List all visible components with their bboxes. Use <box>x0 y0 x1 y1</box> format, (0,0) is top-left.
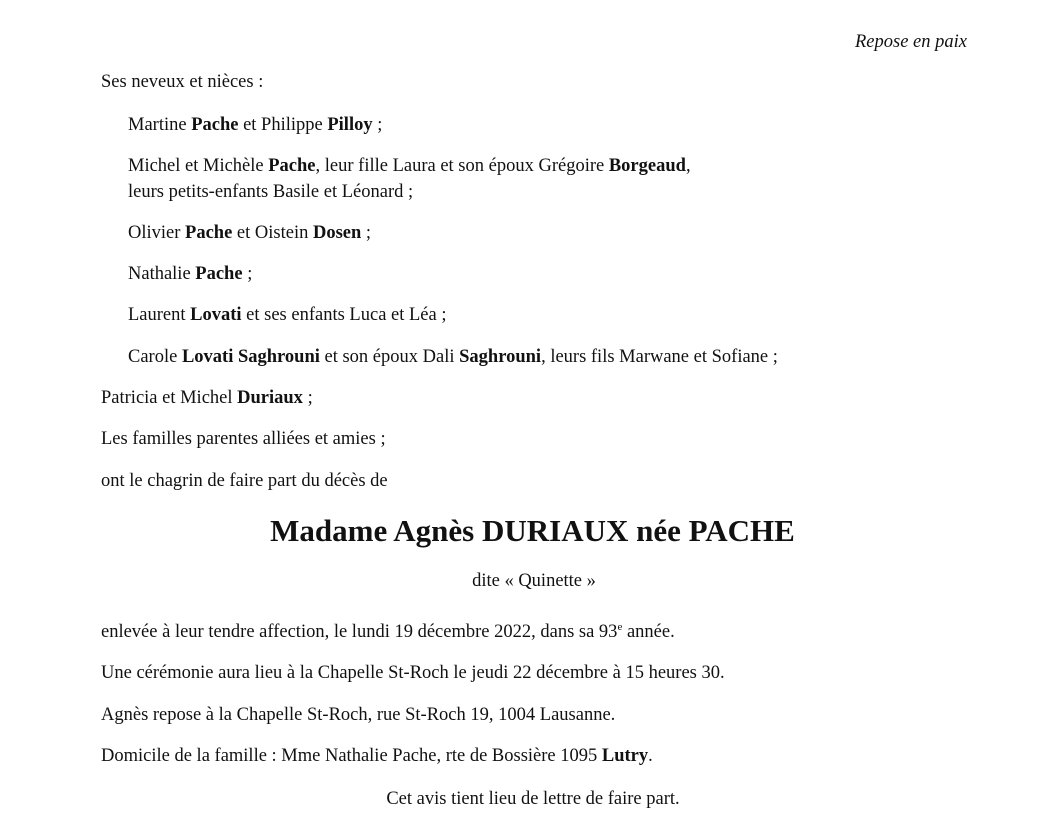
death-text: enlevée à leur tendre affection, le lundi 19 décembre 2022, dans sa 93 <box>101 622 618 642</box>
deceased-nickname: dite « Quinette » <box>472 571 596 591</box>
text-segment: Martine <box>128 115 192 135</box>
family-name: Pilloy <box>327 115 373 135</box>
family-name: Dosen <box>312 223 362 243</box>
family-name: Pache <box>268 156 316 176</box>
domicile-end: . <box>648 746 653 766</box>
text-segment: leurs petits-enfants Basile et Léonard ; <box>128 182 414 202</box>
relative-line <box>128 181 413 203</box>
relative-line <box>128 304 447 326</box>
relative-line <box>128 222 371 244</box>
family-name: Pache <box>185 223 233 243</box>
family-name: Lovati <box>190 305 242 325</box>
family-name: Duriaux <box>237 388 303 408</box>
domicile-address: Domicile de la famille : Mme Nathalie Pache, rte de Bossière 1095 <box>101 746 602 766</box>
text-segment: et son époux Dali <box>319 347 460 367</box>
relative-line <box>128 114 382 136</box>
text-segment: et Philippe <box>238 115 328 135</box>
text-segment: ; <box>302 388 313 408</box>
mourner-line <box>101 428 386 450</box>
domicile-town: Lutry <box>601 746 649 766</box>
text-segment: , leur fille Laura et son époux Grégoire <box>315 156 609 176</box>
text-segment: Olivier <box>128 223 186 243</box>
family-domicile <box>101 745 653 767</box>
relative-line <box>128 155 691 177</box>
family-name: Borgeaud <box>608 156 686 176</box>
ordinal-suffix: e <box>617 620 623 633</box>
text-segment: Nathalie <box>128 264 196 284</box>
motto: Repose en paix <box>855 32 967 52</box>
text-segment: et ses enfants Luca et Léa ; <box>241 305 447 325</box>
text-segment: ont le chagrin de faire part du décès de <box>101 471 388 491</box>
relative-line <box>128 263 252 285</box>
text-segment: Michel et Michèle <box>128 156 269 176</box>
family-name: Pache <box>191 115 239 135</box>
text-segment: Patricia et Michel <box>101 388 238 408</box>
family-name: Pache <box>195 264 243 284</box>
announcement-line <box>101 470 388 492</box>
death-details <box>101 621 675 643</box>
relative-line <box>128 346 778 368</box>
text-segment: et Oistein <box>232 223 313 243</box>
text-segment: Laurent <box>128 305 191 325</box>
text-segment: ; <box>372 115 383 135</box>
text-segment: Les familles parentes alliées et amies ; <box>101 429 386 449</box>
family-name: Lovati Saghrouni <box>181 347 320 367</box>
rest-location: Agnès repose à la Chapelle St-Roch, rue St-Roch 19, 1004 Lausanne. <box>101 705 616 725</box>
ceremony-details: Une cérémonie aura lieu à la Chapelle St-Roch le jeudi 22 décembre à 15 heures 30. <box>101 663 725 683</box>
text-segment: , leurs fils Marwane et Sofiane ; <box>541 347 778 367</box>
closing-note: Cet avis tient lieu de lettre de faire part. <box>386 789 680 809</box>
mourner-line <box>101 387 313 409</box>
text-segment: , <box>685 156 691 176</box>
text-segment: ; <box>361 223 372 243</box>
text-segment: Carole <box>128 347 182 367</box>
death-text-end: année. <box>622 622 675 642</box>
deceased-name: Madame Agnès DURIAUX née PACHE <box>270 513 795 548</box>
family-name: Saghrouni <box>459 347 542 367</box>
intro-line: Ses neveux et nièces : <box>101 72 264 92</box>
text-segment: ; <box>242 264 253 284</box>
